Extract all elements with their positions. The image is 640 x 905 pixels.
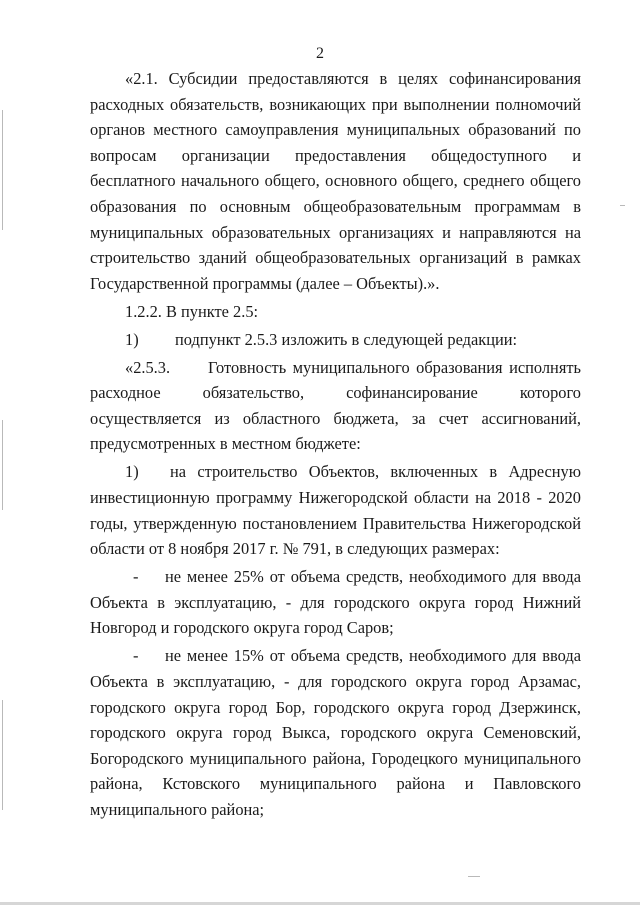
paragraph-subpoint-1 <box>90 327 581 353</box>
paragraph-2-5-3 <box>90 355 581 457</box>
scan-artifact <box>2 700 3 810</box>
paragraph-2-1: «2.1. Субсидии предоставляются в целях софинансирования расходных обязательств, возникающих при выполнении полномочий органов местного самоуправления муниципальных образований по вопросам организации предоставления общедоступного и бесплатного начального общего, основного общего, среднего общего образования по основным общеобразовательным программам в муниципальных образовательных организациях и направляются на строительство зданий общеобразовательных организаций в рамках Государственной программы (далее – Объекты).». <box>90 69 581 293</box>
dash-marker: - <box>133 646 139 666</box>
list-marker: 1) <box>125 462 139 482</box>
paragraph-text: на строительство Объектов, включенных в Адресную инвестиционную программу Нижегородской области на 2018 - 2020 годы, утвержденную постановлением Правительства Нижегородской области от 8 ноября 2017 г. № 791, в следующих размерах: <box>90 462 581 559</box>
paragraph-text: не менее 25% от объема средств, необходимого для ввода Объекта в эксплуатацию, - для городского округа город Нижний Новгород и городского округа город Саров; <box>90 567 581 638</box>
paragraph-text: не менее 15% от объема средств, необходимого для ввода Объекта в эксплуатацию, - для городского округа город Арзамас, городского округа город Бор, городского округа город Дзержинск, городского округа город Выкса, городского округа Семеновский, Богородского муниципального района, Городецкого муниципального района, Кстовского муниципального района и Павловского муниципального района; <box>90 646 581 819</box>
paragraph-item-1 <box>90 459 581 561</box>
dash-marker: - <box>133 567 139 587</box>
paragraph-text: подпункт 2.5.3 изложить в следующей редакции: <box>175 329 518 349</box>
paragraph-text: Готовность муниципального образования исполнять расходное обязательство, софинансирование которого осуществляется из областного бюджета, за счет ассигнований, предусмотренных в местном бюджете: <box>90 357 581 454</box>
list-marker: «2.5.3. <box>125 357 171 377</box>
scan-artifact <box>620 205 625 206</box>
paragraph-dash-25 <box>90 564 581 641</box>
list-marker: 1) <box>125 329 139 349</box>
page-number: 2 <box>316 45 324 62</box>
scan-artifact <box>2 110 3 230</box>
scan-artifact <box>2 420 3 510</box>
document-body <box>90 66 581 825</box>
paragraph-1-2-2: 1.2.2. В пункте 2.5: <box>125 301 259 321</box>
paragraph-dash-15 <box>90 643 581 822</box>
scan-artifact <box>468 876 480 877</box>
